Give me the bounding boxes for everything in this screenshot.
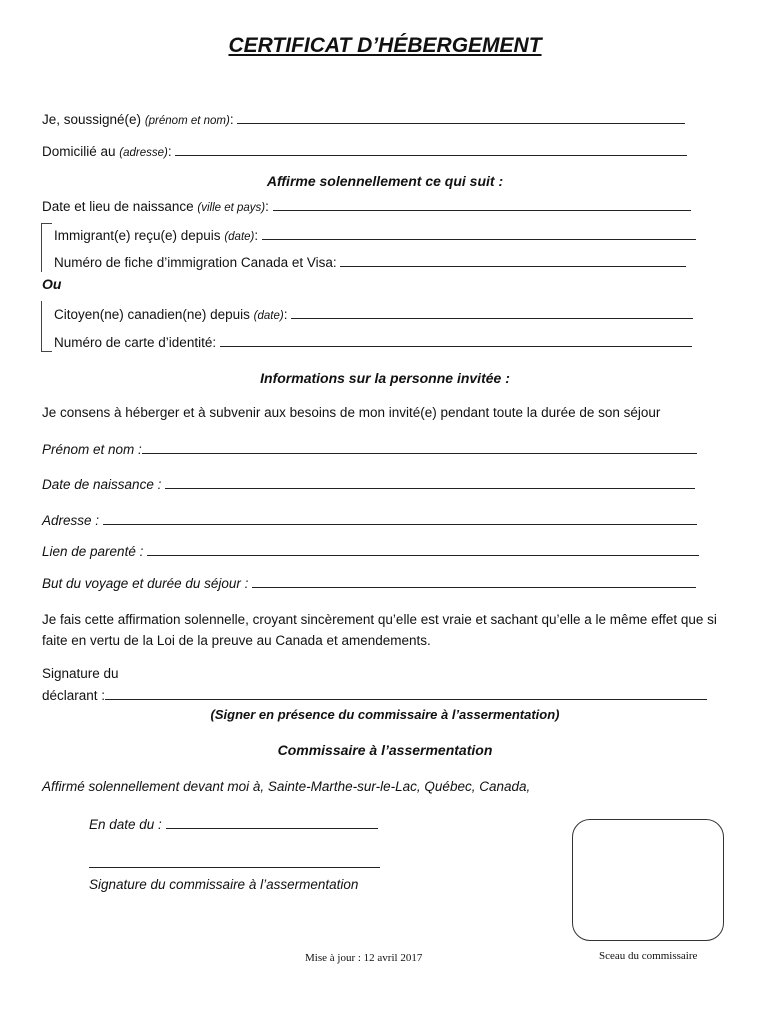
birth-label: Date et lieu de naissance	[42, 199, 194, 214]
immigrant-received-label: Immigrant(e) reçu(e) depuis	[54, 228, 221, 243]
immigrant-bracket	[41, 223, 52, 272]
citizen-since-row: Citoyen(ne) canadien(ne) depuis (date):	[54, 306, 693, 322]
immigrant-received-hint: (date)	[224, 231, 255, 243]
guest-purpose-row	[42, 575, 696, 591]
date-row	[89, 816, 378, 832]
updated-text: Mise à jour : 12 avril 2017	[305, 952, 423, 964]
date-label: En date du :	[89, 817, 162, 832]
signature-line2: déclarant :	[42, 688, 106, 703]
seal-box	[572, 819, 724, 941]
citizen-since-hint: (date)	[253, 310, 284, 322]
citizen-id-row	[54, 334, 692, 350]
commissioner-signature-field[interactable]	[89, 855, 380, 868]
guest-heading: Informations sur la personne invitée :	[260, 370, 510, 386]
commissioner-heading: Commissaire à l’assermentation	[277, 742, 493, 758]
guest-name-field[interactable]	[142, 441, 697, 454]
birth-field[interactable]	[273, 198, 691, 211]
declarant-signature-field[interactable]	[105, 687, 707, 700]
citizen-since-label: Citoyen(ne) canadien(ne) depuis	[54, 307, 250, 322]
signature-line1: Signature du	[42, 666, 119, 681]
guest-name-label: Prénom et nom :	[42, 442, 142, 457]
guest-birth-row	[42, 476, 695, 492]
immigrant-file-row	[54, 254, 686, 270]
declarant-address-field[interactable]	[175, 143, 687, 156]
signature-note: (Signer en présence du commissaire à l’assermentation)	[210, 707, 560, 722]
guest-relation-row	[42, 543, 699, 559]
citizen-bracket	[41, 301, 52, 352]
guest-birth-label: Date de naissance :	[42, 477, 162, 492]
immigrant-file-label: Numéro de fiche d’immigration Canada et Visa:	[54, 255, 337, 270]
guest-address-field[interactable]	[103, 512, 697, 525]
commissioner-signature-label: Signature du commissaire à l’assermentation	[89, 877, 359, 892]
guest-name-row	[42, 441, 697, 457]
guest-address-row	[42, 512, 697, 528]
declarant-name-hint: (prénom et nom)	[144, 115, 230, 127]
guest-purpose-label: But du voyage et durée du séjour :	[42, 576, 249, 591]
citizen-id-field[interactable]	[220, 334, 692, 347]
guest-relation-field[interactable]	[147, 543, 699, 556]
guest-address-label: Adresse :	[42, 513, 100, 528]
affirm-heading: Affirme solennellement ce qui suit :	[266, 173, 504, 189]
date-field[interactable]	[166, 816, 378, 829]
declarant-address-label: Domicilié au	[42, 144, 116, 159]
signature-row	[42, 687, 707, 703]
sworn-text: Affirmé solennellement devant moi à, Sainte-Marthe-sur-le-Lac, Québec, Canada,	[42, 779, 531, 794]
guest-birth-field[interactable]	[165, 476, 695, 489]
seal-label: Sceau du commissaire	[599, 950, 698, 962]
guest-purpose-field[interactable]	[252, 575, 696, 588]
declarant-address-hint: (adresse)	[119, 147, 168, 159]
declarant-name-field[interactable]	[237, 111, 685, 124]
declarant-name-label: Je, soussigné(e)	[42, 112, 142, 127]
immigrant-file-field[interactable]	[340, 254, 686, 267]
birth-row: Date et lieu de naissance (ville et pays):	[42, 198, 691, 214]
citizen-id-label: Numéro de carte d’identité:	[54, 335, 217, 350]
birth-hint: (ville et pays)	[197, 202, 266, 214]
declarant-address-row: Domicilié au (adresse):	[42, 143, 687, 159]
or-label: Ou	[42, 276, 62, 292]
citizen-since-field[interactable]	[291, 306, 693, 319]
declarant-name-row: Je, soussigné(e) (prénom et nom):	[42, 111, 685, 127]
immigrant-received-field[interactable]	[262, 227, 696, 240]
guest-relation-label: Lien de parenté :	[42, 544, 144, 559]
affirmation-text: Je fais cette affirmation solennelle, croyant sincèrement qu’elle est vraie et sachant qu’elle a le même effet que si faite en vertu de la Loi de la preuve au Canada et amendements.	[42, 612, 717, 648]
immigrant-received-row: Immigrant(e) reçu(e) depuis (date):	[54, 227, 696, 243]
consent-text: Je consens à héberger et à subvenir aux besoins de mon invité(e) pendant toute la durée de son séjour	[42, 405, 661, 420]
document-title: CERTIFICAT D’HÉBERGEMENT	[228, 34, 542, 57]
